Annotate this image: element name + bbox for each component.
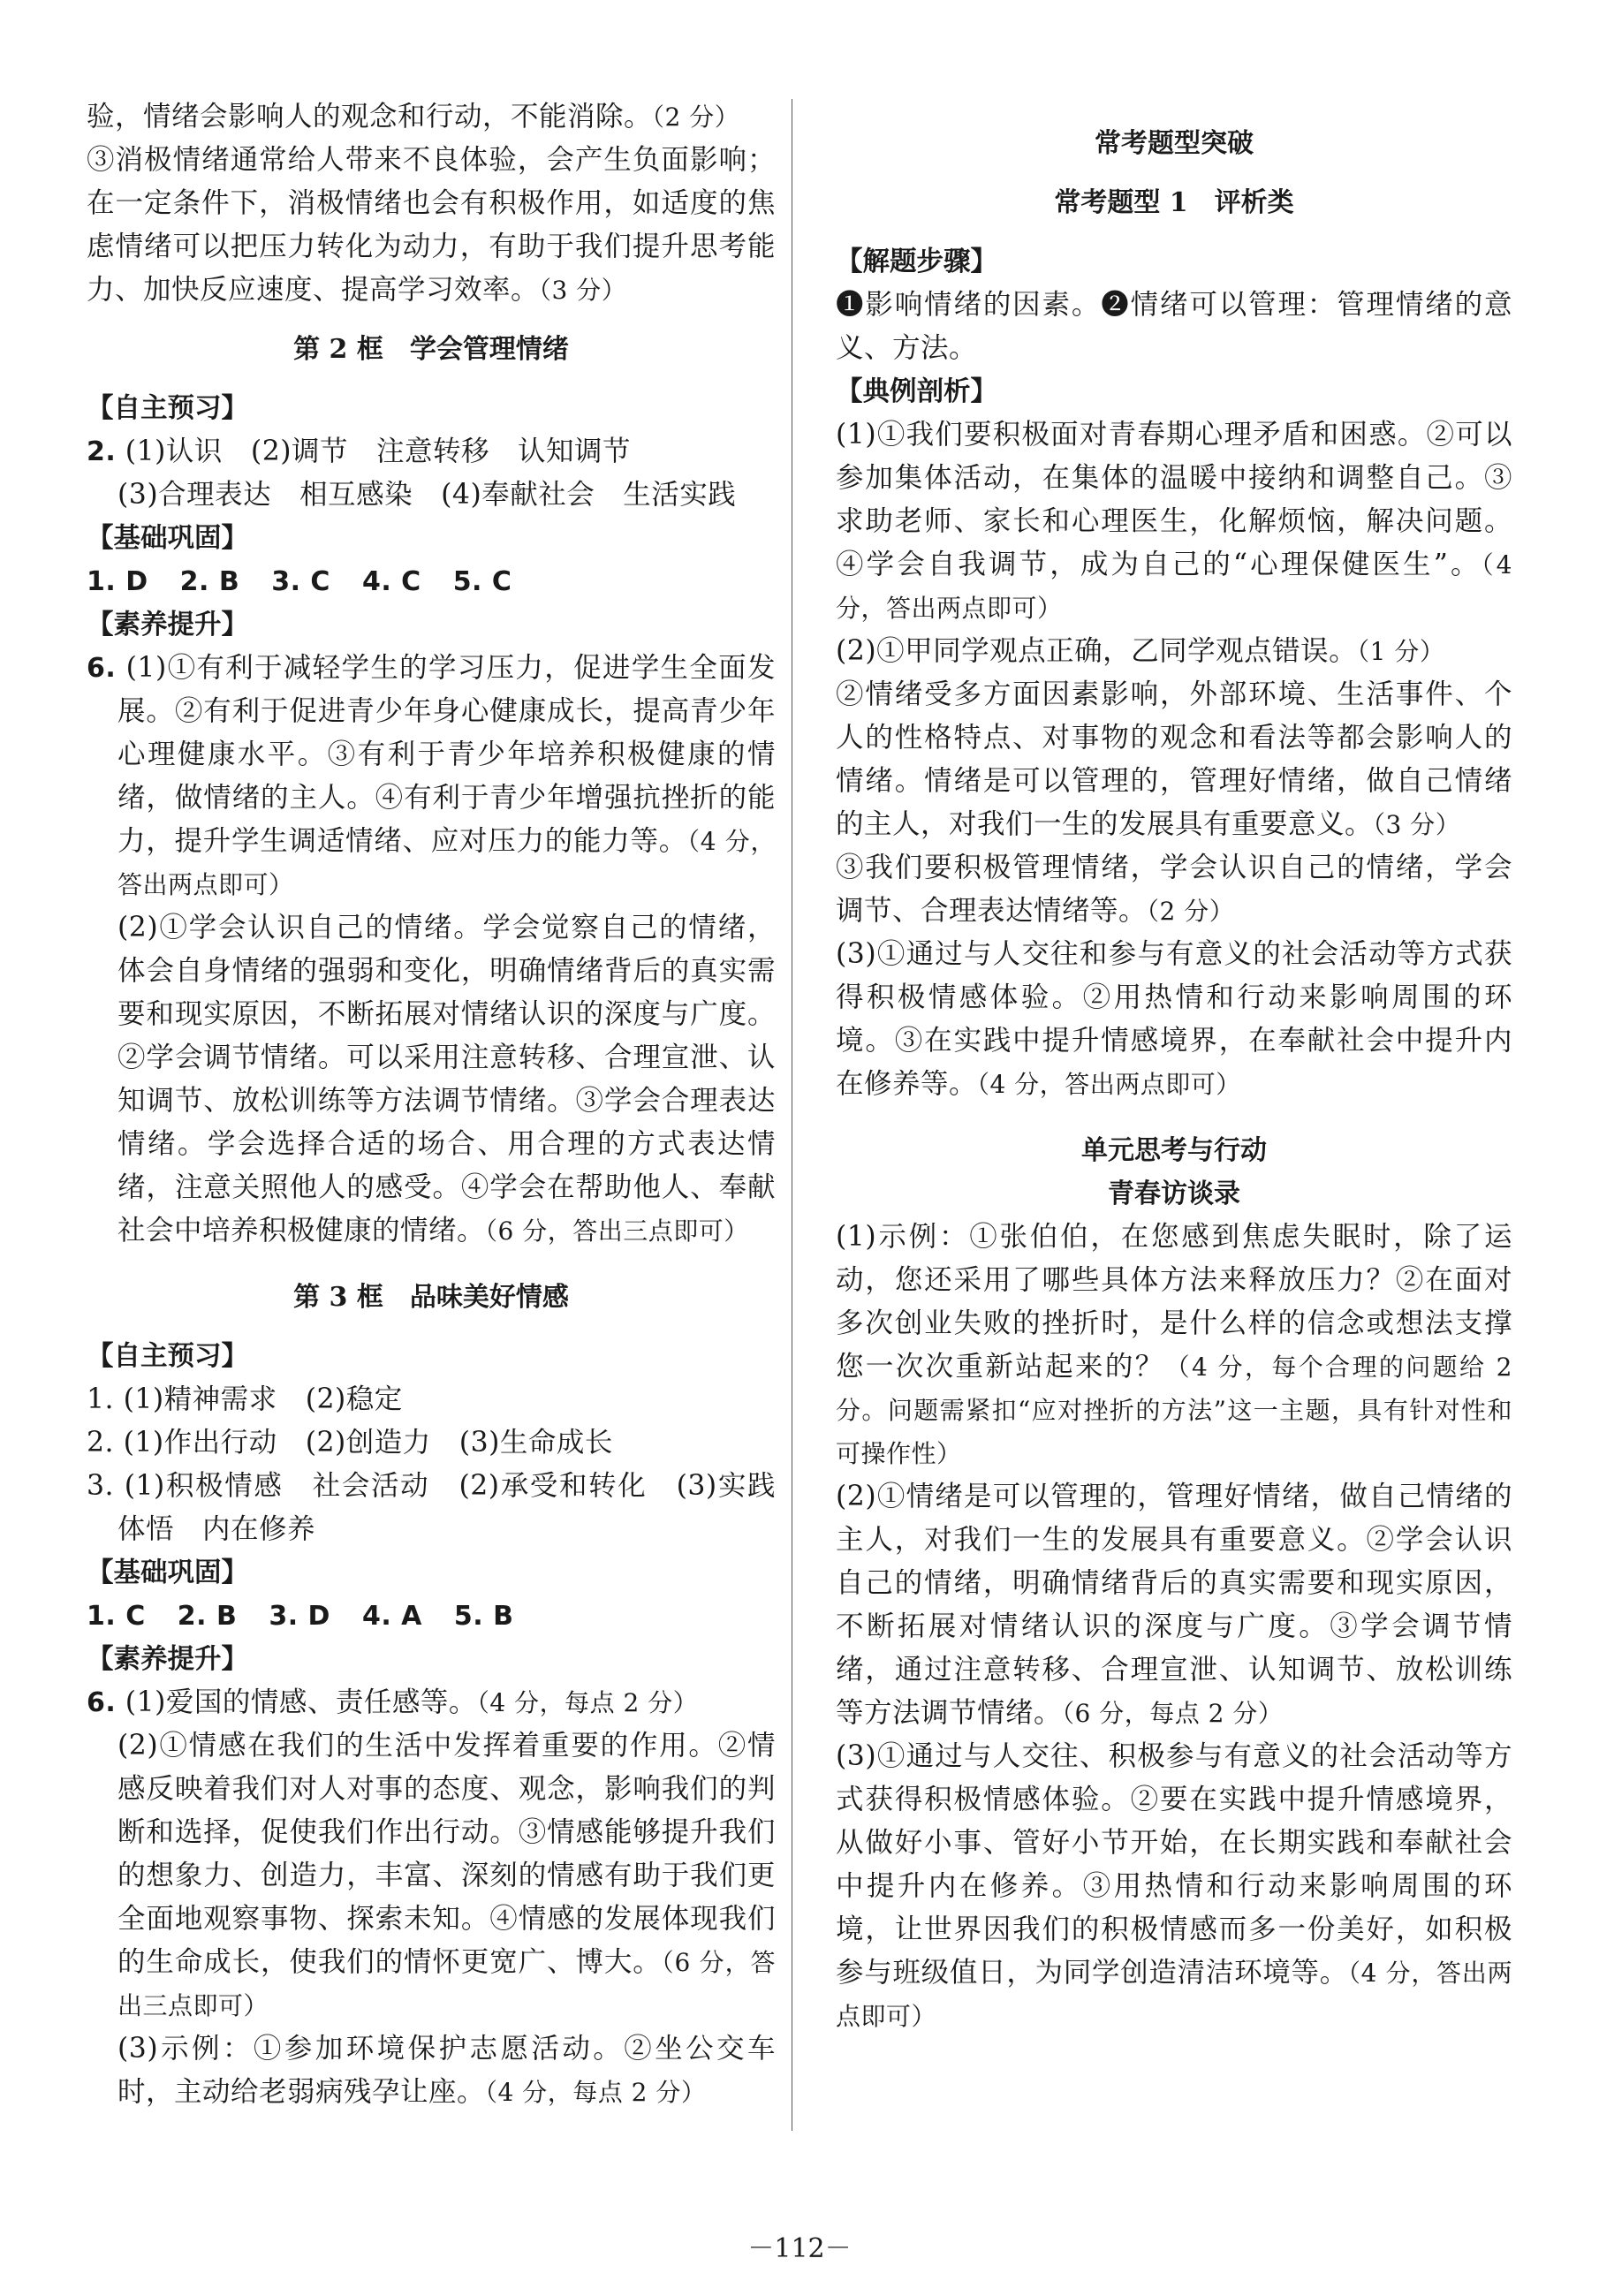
l2-q6-part1: 6. (1)①有利于减轻学生的学习压力，促进学生全面发展。②有利于促进青少年身心健康成长，提高青少年心理健康水平。③有利于青少年培养积极健康的情绪，做情绪的主人。④有利于青少年增强抗挫折的能力，提升学生调适情绪、应对压力的能力等。（4 分，答出两点即可） [87, 652, 777, 899]
l2-preview-tag: 【自主预习】 [87, 393, 248, 424]
interview-part2: (2)①情绪是可以管理的，管理好情绪，做自己情绪的主人，对我们一生的发展具有重要意义。②学会认识自己的情绪，明确情绪背后的真实需要和现实原因，不断拓展对情绪认识的深度与广度。③学会调节情绪，通过注意转移、合理宣泄、认知调节、放松训练等方法调节情绪。（6 分，每点 2 分） [836, 1481, 1512, 1729]
l3-q6-part3: (3)示例：①参加环境保护志愿活动。②坐公交车时，主动给老弱病残孕让座。（4 分，每点 2 分） [117, 2033, 776, 2108]
lesson-2-title: 第 2 框 学会管理情绪 [293, 334, 569, 365]
l3-preview-tag: 【自主预习】 [87, 1341, 248, 1372]
example-tag: 【典例剖析】 [836, 376, 997, 407]
lesson-3-title: 第 3 框 品味美好情感 [293, 1282, 569, 1313]
l3-q6-part1: 6. (1)爱国的情感、责任感等。（4 分，每点 2 分） [87, 1686, 699, 1718]
left-column [87, 95, 805, 2114]
continued-paragraph-2: ③消极情绪通常给人带来不良体验，会产生负面影响；在一定条件下，消极情绪也会有积极作用，如适度的焦虑情绪可以把压力转化为动力，有助于我们提升思考能力、加快反应速度、提高学习效率。（3 分） [87, 144, 776, 306]
l3-basic-answers: 1. C 2. B 3. D 4. A 5. B [87, 1601, 514, 1632]
steps-text: ❶影响情绪的因素。❷情绪可以管理：管理情绪的意义、方法。 [836, 289, 1512, 364]
l3-q3: 3. (1)积极情感 社会活动 (2)承受和转化 (3)实践 体悟 内在修养 [87, 1470, 805, 1545]
interview-title: 青春访谈录 [1108, 1178, 1240, 1209]
l2-q2: 2. (1)认识 (2)调节 注意转移 认知调节 (3)合理表达 相互感染 (4)奉献社会 生活实践 [87, 436, 737, 511]
continued-paragraph-1: 验，情绪会影响人的观念和行动，不能消除。（2 分） [87, 101, 740, 133]
steps-tag: 【解题步骤】 [836, 246, 997, 277]
l2-q6-part2: (2)①学会认识自己的情绪。学会觉察自己的情绪，体会自身情绪的强弱和变化，明确情绪背后的真实需要和现实原因，不断拓展对情绪认识的深度与广度。②学会调节情绪。可以采用注意转移、合理宣泄、认知调节、放松训练等方法调节情绪。③学会合理表达情绪。学会选择合适的场合、用合理的方式表达情绪，注意关照他人的感受。④学会在帮助他人、奉献社会中培养积极健康的情绪。（6 分，答出三点即可） [117, 912, 776, 1247]
l2-basic-answers: 1. D 2. B 3. C 4. C 5. C [87, 566, 512, 597]
example-part2b: ②情绪受多方面因素影响，外部环境、生活事件、个人的性格特点、对事物的观念和看法等都会影响人的情绪。情绪是可以管理的，管理好情绪，做自己情绪的主人，对我们一生的发展具有重要意义。（3 分） [836, 678, 1512, 840]
right-column [836, 95, 1512, 2038]
l3-q6-part2: (2)①情感在我们的生活中发挥着重要的作用。②情感反映着我们对人对事的态度、观念，影响我们的判断和选择，促使我们作出行动。③情感能够提升我们的想象力、创造力，丰富、深刻的情感有助于我们更全面地观察事物、探索未知。④情感的发展体现我们的生命成长，使我们的情怀更宽广、博大。（6 分，答出三点即可） [117, 1730, 776, 2020]
l3-q1: 1. (1)精神需求 (2)稳定 [87, 1383, 403, 1415]
l3-q2: 2. (1)作出行动 (2)创造力 (3)生命成长 [87, 1427, 613, 1459]
example-part3: (3)①通过与人交往和参与有意义的社会活动等方式获得积极情感体验。②用热情和行动来影响周围的环境。③在实践中提升情感境界，在奉献社会中提升内在修养等。（4 分，答出两点即可） [836, 938, 1512, 1100]
example-part2c: ③我们要积极管理情绪，学会认识自己的情绪，学会调节、合理表达情绪等。（2 分） [836, 852, 1512, 927]
l2-improve-tag: 【素养提升】 [87, 610, 248, 640]
unit-title: 单元思考与行动 [1081, 1135, 1267, 1166]
l3-improve-tag: 【素养提升】 [87, 1644, 248, 1675]
page-number: －112－ [747, 2233, 852, 2264]
breakthrough-title: 常考题型突破 [1095, 128, 1254, 159]
example-part1: (1)①我们要积极面对青春期心理矛盾和困惑。②可以参加集体活动，在集体的温暖中接纳和调整自己。③求助老师、家长和心理医生，化解烦恼，解决问题。④学会自我调节，成为自己的“心理保健医生”。（4 分，答出两点即可） [836, 419, 1512, 623]
l2-basic-tag: 【基础巩固】 [87, 523, 248, 554]
interview-part1: (1)示例：①张伯伯，在您感到焦虑失眠时，除了运动，您还采用了哪些具体方法来释放压力？②在面对多次创业失败的挫折时，是什么样的信念或想法支撑您一次次重新站起来的？（4 分，每个合理的问题给 2 分。问题需紧扣“应对挫折的方法”这一主题，具有针对性和可操作性） [836, 1221, 1512, 1468]
interview-part3: (3)①通过与人交往、积极参与有意义的社会活动等方式获得积极情感体验。②要在实践中提升情感境界，从做好小事、管好小节开始，在长期实践和奉献社会中提升内在修养。③用热情和行动来影响周围的环境，让世界因我们的积极情感而多一份美好，如积极参与班级值日，为同学创造清洁环境等。（4 分，答出两点即可） [836, 1740, 1512, 2031]
l3-basic-tag: 【基础巩固】 [87, 1557, 248, 1588]
example-part2a: (2)①甲同学观点正确，乙同学观点错误。（1 分） [836, 635, 1445, 667]
type-1-title: 常考题型 1 评析类 [1054, 187, 1294, 218]
